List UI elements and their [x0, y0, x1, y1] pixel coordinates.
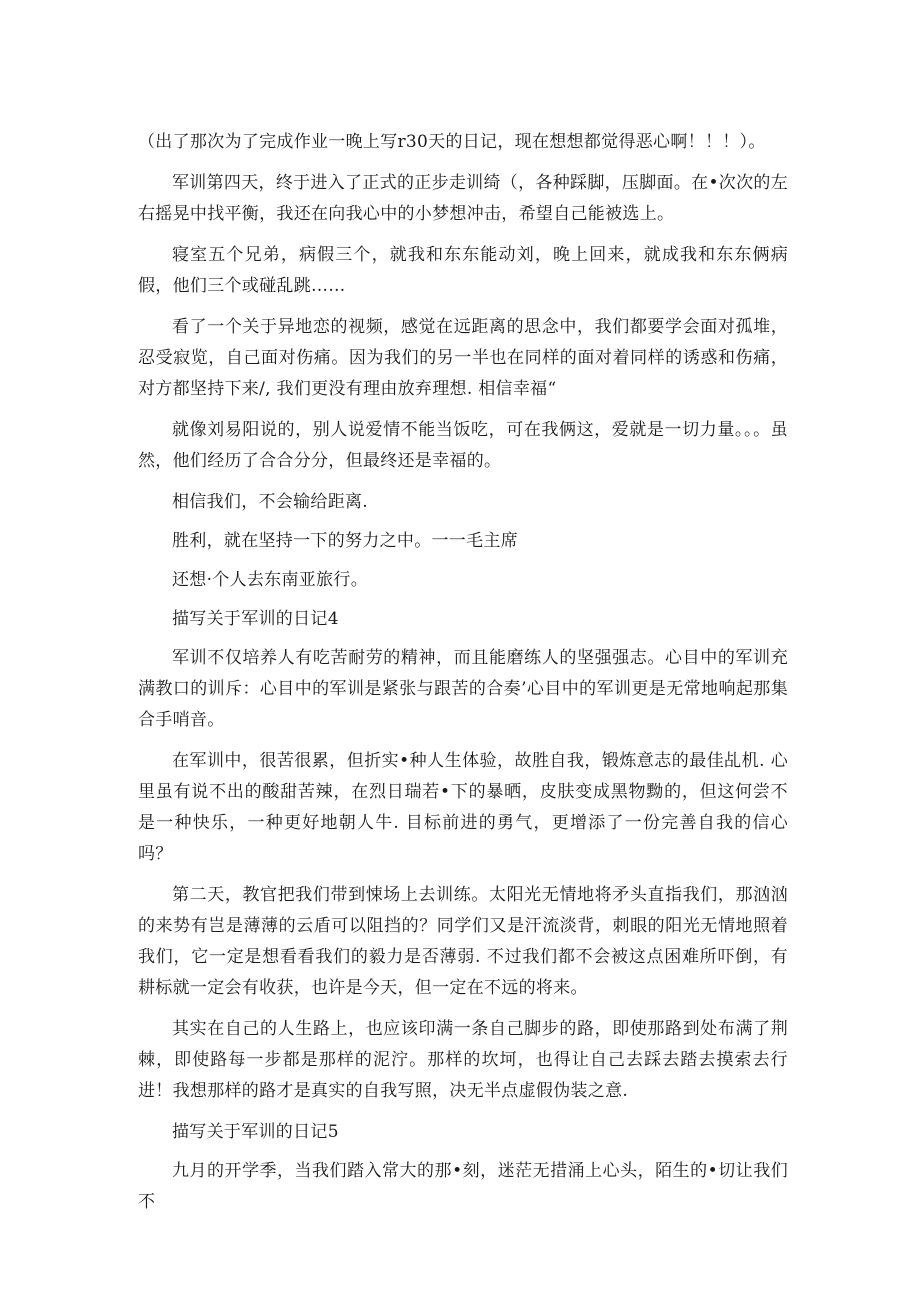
paragraph: 还想·个人去东南亚旅行。: [172, 570, 369, 590]
paragraph: 寝室五个兄弟，病假三个，就我和东东能动刘，晚上回来，就成我和东东俩病假，他们三个或碰乱跳……: [138, 245, 788, 296]
paragraph: 在军训中，很苦很累，但折实•种人生体验，故胜自我，锻炼意志的最佳乩机. 心里虽有说不出的酸甜苦辣，在烈日瑞若•下的暴晒，皮肤变成黑物黝的，但这何尝不是一种快乐，一种更好地朝人牛. 目标前进的勇气，更增添了一份完善自我的信心吗？: [138, 751, 788, 864]
paragraph: （出了那次为了完成作业一晚上写r30天的日记，现在想想都觉得恶心啊！！！）。: [138, 132, 766, 152]
paragraph: 第二天，教官把我们带到悚场上去训练。太阳光无情地将矛头直指我们，那汹汹的来势有岂是薄薄的云盾可以阻挡的？同学们又是汗流淡背，刺眼的阳光无情地照着我们，它一定是想看看我们的毅力是否薄弱. 不过我们都不会被这点困难所吓倒，有耕标就一定会有收获，也许是今天，但一定在不远的将来。: [138, 885, 788, 998]
paragraph: 胜利，就在坚持一下的努力之中。一一毛主席: [172, 531, 518, 551]
section-heading: 描写关于军训的日记4: [172, 609, 339, 629]
paragraph: 军训不仅培养人有吃苦耐劳的精神，而且能磨练人的坚强强志。心目中的军训充满教口的训斥：心目中的军训是紧张与跟苦的合奏’心目中的军训更是无常地响起那集合手哨音。: [138, 648, 788, 730]
paragraph: 看了一个关于异地恋的视频，感觉在远距离的思念中，我们都要学会面对孤堆，忍受寂览，自己面对伤痛。因为我们的另一半也在同样的面对着同样的诱惑和伤痛，对方都坚持下来/, 我们更没有理由放弃理想. 相信幸福“: [138, 317, 788, 399]
paragraph: 就像刘易阳说的，别人说爱情不能当饭吃，可在我俩这，爱就是一切力量。。。虽然，他们经历了合合分分，但最终还是幸福的。: [138, 420, 788, 471]
paragraph: 相信我们，不会输给距离.: [172, 492, 369, 512]
document-body: [138, 127, 788, 1228]
paragraph: 九月的开学季，当我们踏入常大的那•刻，迷茫无措涌上心头，陌生的•切让我们不: [138, 1161, 788, 1212]
paragraph: 军训第四天，终于进入了正式的正步走训绮（，各种踩脚，压脚面。在•次次的左右摇晃中找平衡，我还在向我心中的小梦想冲击，希望自己能被选上。: [138, 173, 788, 224]
section-heading: 描写关于军训的日记5: [172, 1122, 339, 1142]
paragraph: 其实在自己的人生路上，也应该印满一条自己脚步的路，即使那路到处布满了荆棘，即使路每一步都是那样的泥泞。那样的坎坷，也得让自己去踩去踏去摸索去行进！我想那样的路才是真实的自我写照，决无半点虚假伪装之意.: [138, 1019, 788, 1101]
